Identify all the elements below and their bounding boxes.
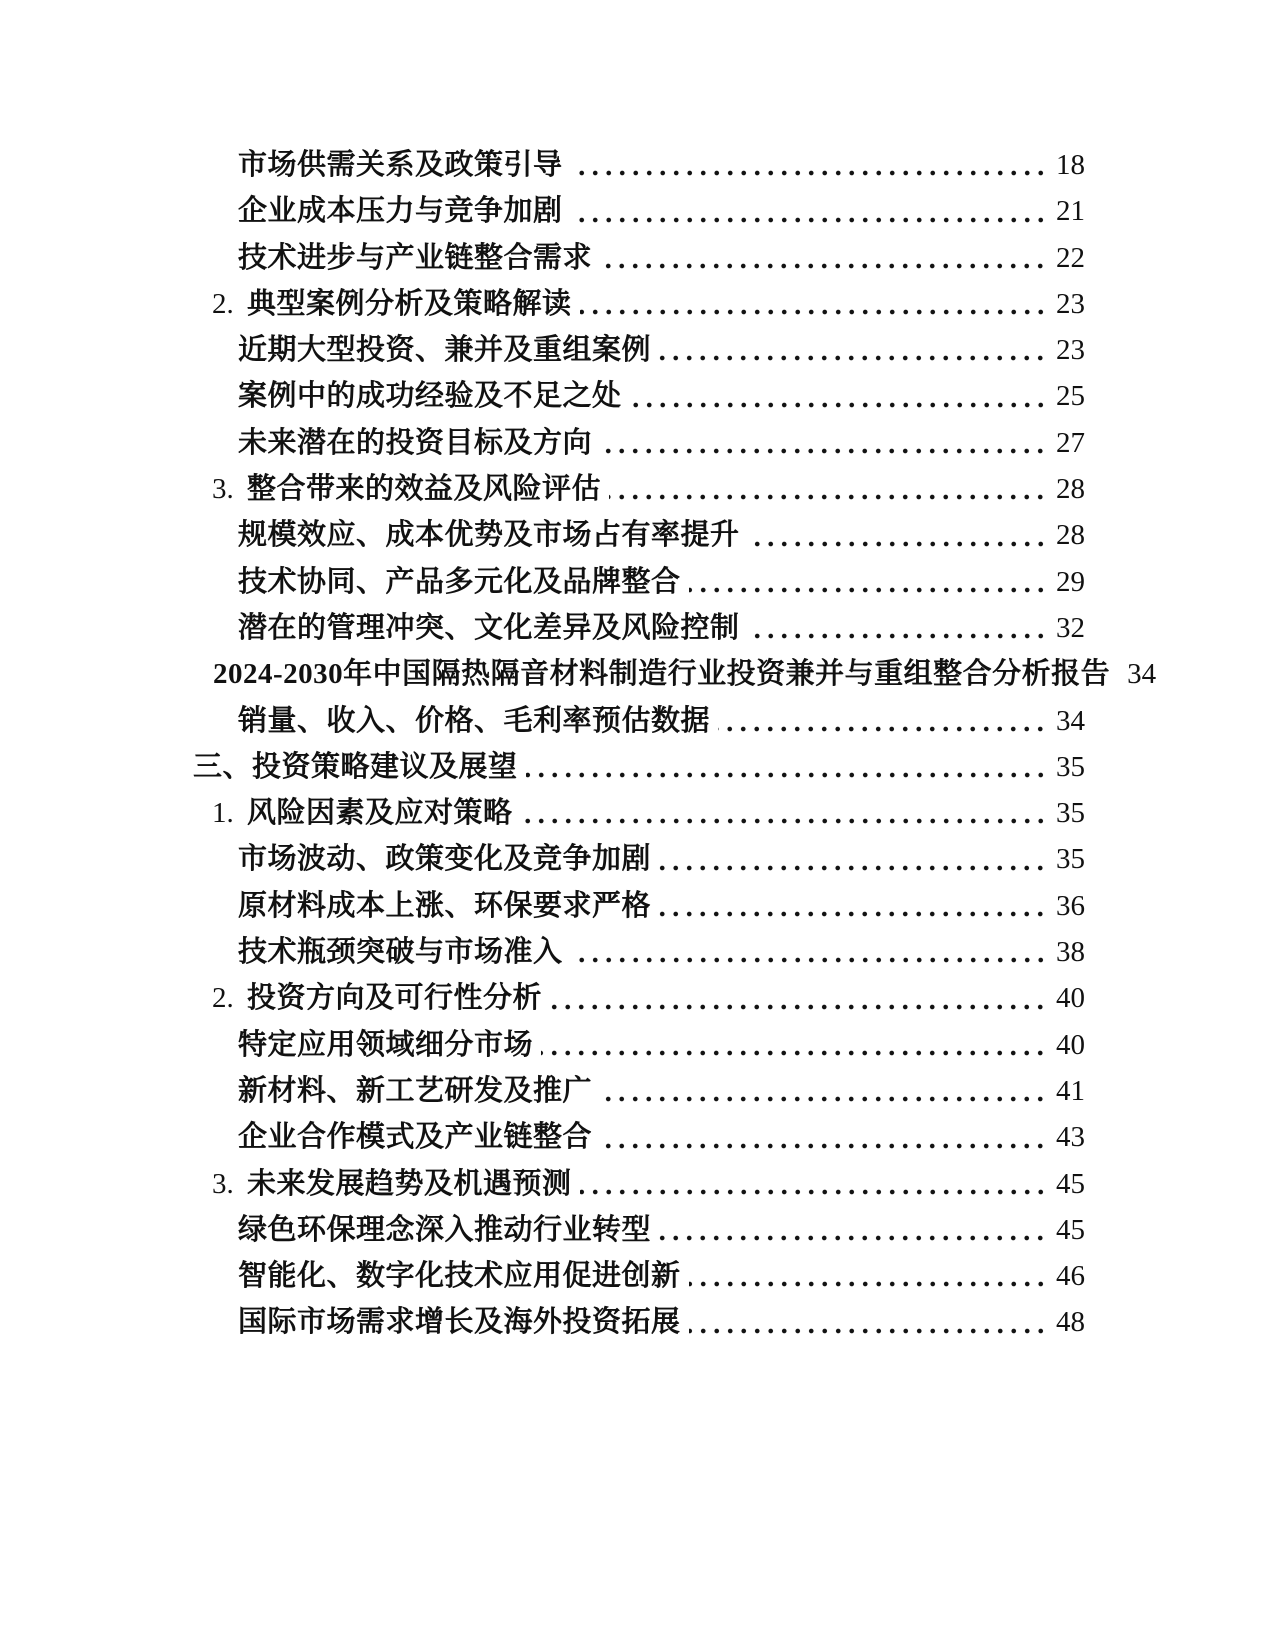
toc-entry[interactable]	[238, 1299, 1085, 1345]
toc-entry-page: 35	[1056, 750, 1085, 783]
toc-entry-title: 特定应用领域细分市场	[238, 1028, 534, 1061]
dot-leader	[748, 605, 1047, 651]
toc-entry-page: 18	[1056, 149, 1085, 181]
toc-entry-page: 46	[1056, 1260, 1085, 1293]
toc-entry-title: 企业成本压力与竞争加剧	[238, 195, 563, 228]
toc-entry[interactable]	[238, 188, 1085, 234]
dot-leader	[609, 466, 1047, 512]
toc-entry-page: 25	[1056, 380, 1085, 413]
toc-entry[interactable]	[238, 1207, 1085, 1253]
toc-entry-number: 2.	[212, 982, 234, 1015]
dot-leader	[718, 698, 1047, 744]
dot-leader	[571, 142, 1047, 188]
toc-entry[interactable]	[238, 836, 1085, 882]
toc-entry-title: 典型案例分析及策略解读	[247, 287, 572, 320]
dot-leader	[526, 744, 1047, 790]
dot-leader	[580, 1161, 1047, 1207]
toc-entry[interactable]	[212, 975, 1085, 1021]
toc-entry[interactable]	[238, 883, 1085, 929]
toc-entry-title: 技术协同、产品多元化及品牌整合	[238, 565, 681, 598]
toc-entry-title: 新材料、新工艺研发及推广	[238, 1074, 593, 1107]
toc-entry-title: 智能化、数字化技术应用促进创新	[238, 1260, 681, 1293]
dot-leader	[580, 281, 1047, 327]
toc-entry-title: 三、投资策略建议及展望	[193, 750, 518, 783]
toc-entry-page: 35	[1056, 843, 1085, 876]
dot-leader	[600, 1068, 1047, 1114]
toc-entry-page: 35	[1056, 797, 1085, 830]
toc-entry-page: 27	[1056, 426, 1085, 459]
toc-entry-title: 技术瓶颈突破与市场准入	[238, 936, 563, 969]
toc-entry-page: 34	[1056, 704, 1085, 737]
dot-leader	[541, 1022, 1047, 1068]
toc-entry[interactable]	[238, 1114, 1085, 1160]
toc-entry-page: 28	[1056, 473, 1085, 506]
toc-entry-page: 43	[1056, 1121, 1085, 1154]
dot-leader	[600, 420, 1047, 466]
toc	[193, 142, 1157, 1346]
toc-entry-title: 近期大型投资、兼并及重组案例	[238, 334, 652, 367]
toc-entry-title: 销量、收入、价格、毛利率预估数据	[238, 704, 711, 737]
toc-entry[interactable]	[238, 1068, 1085, 1114]
toc-entry[interactable]	[238, 420, 1085, 466]
toc-entry-title: 风险因素及应对策略	[247, 797, 513, 830]
toc-entry[interactable]	[238, 235, 1085, 281]
toc-entry-title: 原材料成本上涨、环保要求严格	[238, 889, 652, 922]
toc-entry-number: 2.	[212, 287, 234, 320]
toc-entry-page: 28	[1056, 519, 1085, 552]
toc-entry[interactable]	[212, 790, 1085, 836]
toc-entry-page: 21	[1056, 195, 1085, 228]
toc-entry[interactable]	[238, 373, 1085, 419]
toc-entry-title: 案例中的成功经验及不足之处	[238, 380, 622, 413]
toc-entry-title: 市场供需关系及政策引导	[238, 149, 563, 181]
dot-leader	[659, 1207, 1047, 1253]
toc-entry-page: 48	[1056, 1306, 1085, 1339]
toc-entry[interactable]	[212, 1161, 1085, 1207]
toc-entry[interactable]	[212, 466, 1085, 512]
toc-entry-title: 技术进步与产业链整合需求	[238, 241, 593, 274]
toc-entry-page: 36	[1056, 889, 1085, 922]
toc-entry-title: 投资方向及可行性分析	[247, 982, 543, 1015]
toc-entry-title: 规模效应、成本优势及市场占有率提升	[238, 519, 740, 552]
toc-entry[interactable]	[238, 559, 1085, 605]
toc-entry[interactable]	[238, 605, 1085, 651]
toc-entry[interactable]	[238, 142, 1085, 188]
toc-entry[interactable]	[238, 929, 1085, 975]
toc-entry[interactable]	[238, 1253, 1085, 1299]
toc-entry-title: 未来潜在的投资目标及方向	[238, 426, 593, 459]
toc-entry-page: 32	[1056, 611, 1085, 644]
toc-entry-title: 整合带来的效益及风险评估	[247, 473, 602, 506]
toc-entry[interactable]	[238, 327, 1085, 373]
toc-entry-title: 潜在的管理冲突、文化差异及风险控制	[238, 611, 740, 644]
toc-entry-title: 企业合作模式及产业链整合	[238, 1121, 593, 1154]
dot-leader	[748, 512, 1047, 558]
dot-leader	[571, 929, 1047, 975]
toc-entry-number: 3.	[212, 473, 234, 506]
toc-entry-page: 41	[1056, 1074, 1085, 1107]
dot-leader	[600, 235, 1047, 281]
dot-leader	[521, 790, 1047, 836]
toc-entry-title: 国际市场需求增长及海外投资拓展	[238, 1306, 681, 1339]
toc-entry-title: 2024-2030年中国隔热隔音材料制造行业投资兼并与重组整合分析报告	[213, 658, 1111, 691]
toc-entry[interactable]	[238, 1022, 1085, 1068]
dot-leader	[689, 1253, 1047, 1299]
toc-entry[interactable]	[193, 744, 1085, 790]
toc-entry[interactable]	[238, 512, 1085, 558]
dot-leader	[659, 327, 1047, 373]
dot-leader	[689, 1299, 1047, 1345]
toc-entry-page: 22	[1056, 241, 1085, 274]
toc-entry-page: 29	[1056, 565, 1085, 598]
toc-entry[interactable]	[213, 651, 1157, 697]
dot-leader	[600, 1114, 1047, 1160]
toc-entry-title: 市场波动、政策变化及竞争加剧	[238, 843, 652, 876]
toc-entry-page: 23	[1056, 287, 1085, 320]
toc-entry-title: 绿色环保理念深入推动行业转型	[238, 1213, 652, 1246]
toc-entry-page: 23	[1056, 334, 1085, 367]
toc-entry-page: 40	[1056, 1028, 1085, 1061]
toc-entry-page: 40	[1056, 982, 1085, 1015]
toc-entry-number: 1.	[212, 797, 234, 830]
dot-leader	[571, 188, 1047, 234]
dot-leader	[630, 373, 1047, 419]
toc-entry-page: 34	[1127, 658, 1157, 691]
toc-entry-page: 45	[1056, 1167, 1085, 1200]
toc-entry[interactable]	[212, 281, 1085, 327]
toc-entry-title: 未来发展趋势及机遇预测	[247, 1167, 572, 1200]
toc-entry[interactable]	[238, 698, 1085, 744]
dot-leader	[550, 975, 1047, 1021]
dot-leader	[689, 559, 1047, 605]
toc-entry-number: 3.	[212, 1167, 234, 1200]
dot-leader	[659, 836, 1047, 882]
dot-leader	[659, 883, 1047, 929]
toc-entry-page: 45	[1056, 1213, 1085, 1246]
toc-entry-page: 38	[1056, 936, 1085, 969]
